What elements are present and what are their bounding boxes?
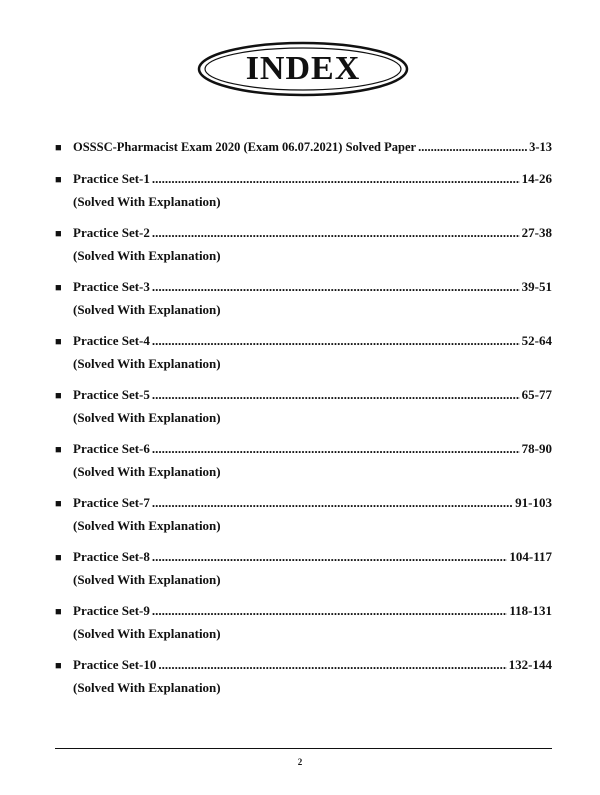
entry-page-range: 132-144 [508, 657, 552, 672]
entry-page-range: 118-131 [509, 603, 552, 618]
dot-leader [152, 600, 508, 622]
footer-divider [55, 748, 552, 749]
square-bullet-icon: ■ [55, 390, 62, 402]
entry-label: OSSSC-Pharmacist Exam 2020 (Exam 06.07.2021) Solved Paper [73, 140, 417, 154]
index-entry-row [55, 276, 552, 299]
entry-page-range: 52-64 [521, 333, 552, 348]
dot-leader [152, 330, 520, 352]
index-entry-row [55, 438, 552, 461]
square-bullet-icon: ■ [55, 498, 62, 510]
square-bullet-icon: ■ [55, 282, 62, 294]
index-entry [55, 546, 552, 591]
entry-subtitle: (Solved With Explanation) [73, 680, 221, 695]
square-bullet-icon: ■ [55, 228, 62, 240]
square-bullet-icon: ■ [55, 444, 62, 456]
square-bullet-icon: ■ [55, 660, 62, 672]
entry-label: Practice Set-4 [73, 333, 150, 348]
index-entry-row [55, 384, 552, 407]
entry-label: Practice Set-6 [73, 441, 150, 456]
entry-subtitle: (Solved With Explanation) [73, 464, 221, 479]
entry-page-range: 27-38 [521, 225, 552, 240]
index-entry [55, 492, 552, 537]
entry-label: Practice Set-10 [73, 657, 157, 672]
dot-leader [152, 168, 520, 190]
index-entry-row [55, 330, 552, 353]
entry-page-range: 104-117 [509, 549, 552, 564]
index-entry-row [55, 546, 552, 569]
entry-label: Practice Set-2 [73, 225, 150, 240]
index-entry [55, 654, 552, 699]
square-bullet-icon: ■ [55, 606, 62, 618]
square-bullet-icon: ■ [55, 142, 62, 154]
index-entry [55, 276, 552, 321]
index-entry-row [55, 136, 552, 159]
entry-label: Practice Set-7 [73, 495, 150, 510]
dot-leader [152, 438, 520, 460]
index-entry-row [55, 222, 552, 245]
entry-label: Practice Set-3 [73, 279, 150, 294]
dot-leader [152, 492, 513, 514]
index-entry-row [55, 168, 552, 191]
index-entry [55, 222, 552, 267]
dot-leader [418, 136, 527, 158]
entry-label: Practice Set-8 [73, 549, 150, 564]
entry-page-range: 3-13 [529, 140, 552, 154]
entry-page-range: 91-103 [515, 495, 552, 510]
page-number: 2 [297, 757, 303, 767]
dot-leader [152, 276, 520, 298]
entry-subtitle: (Solved With Explanation) [73, 626, 221, 641]
index-entries-list [55, 136, 552, 699]
dot-leader [152, 546, 508, 568]
entry-page-range: 14-26 [521, 171, 552, 186]
square-bullet-icon: ■ [55, 336, 62, 348]
index-entry-row [55, 492, 552, 515]
index-title-badge [196, 40, 410, 98]
entry-subtitle: (Solved With Explanation) [73, 248, 221, 263]
square-bullet-icon: ■ [55, 552, 62, 564]
index-entry [55, 330, 552, 375]
index-entry-row [55, 654, 552, 677]
entry-page-range: 39-51 [521, 279, 552, 294]
index-entry [55, 136, 552, 159]
index-entry [55, 438, 552, 483]
entry-page-range: 78-90 [521, 441, 552, 456]
entry-label: Practice Set-5 [73, 387, 150, 402]
entry-subtitle: (Solved With Explanation) [73, 356, 221, 371]
entry-subtitle: (Solved With Explanation) [73, 302, 221, 317]
entry-label: Practice Set-1 [73, 171, 150, 186]
entry-subtitle: (Solved With Explanation) [73, 410, 221, 425]
square-bullet-icon: ■ [55, 174, 62, 186]
dot-leader [152, 222, 520, 244]
dot-leader [152, 384, 520, 406]
entry-page-range: 65-77 [521, 387, 552, 402]
entry-subtitle: (Solved With Explanation) [73, 572, 221, 587]
entry-subtitle: (Solved With Explanation) [73, 194, 221, 209]
index-entry [55, 600, 552, 645]
page-title: INDEX [245, 50, 361, 87]
index-entry-row [55, 600, 552, 623]
index-entry [55, 384, 552, 429]
entry-subtitle: (Solved With Explanation) [73, 518, 221, 533]
dot-leader [158, 654, 506, 676]
entry-label: Practice Set-9 [73, 603, 150, 618]
index-entry [55, 168, 552, 213]
